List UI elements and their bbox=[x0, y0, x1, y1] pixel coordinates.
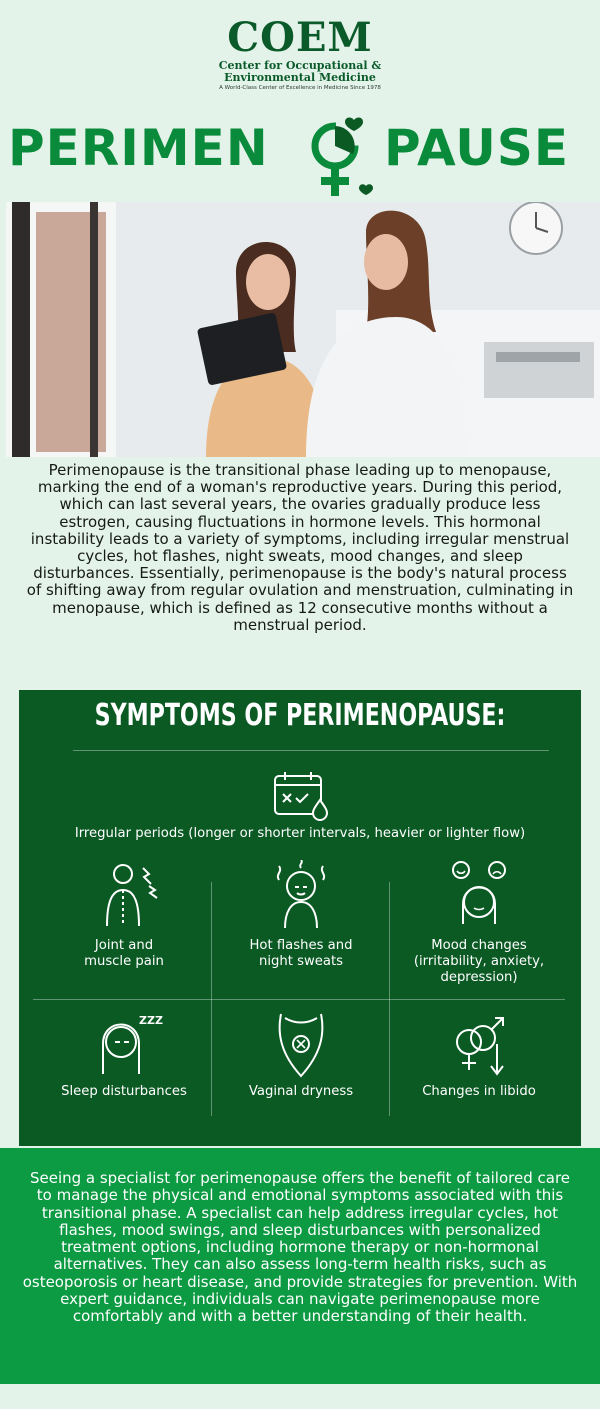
specialist-section bbox=[0, 1148, 600, 1384]
specialist-paragraph: Seeing a specialist for perimenopause offers the benefit of tailored care to manage the physical and emotional symptoms associated with this transitional phase. A specialist can help address irregular cycles, hot flashes, mood swings, and sleep disturbances with personalized treatment options, including hormone therapy or non-hormonal alternatives. They can also assess long-term health risks, such as osteoporosis or heart disease, and provide strategies for prevention. With expert guidance, individuals can navigate perimenopause more comfortably and with a better understanding of their health. bbox=[22, 1169, 578, 1326]
back-pain-icon bbox=[87, 860, 167, 930]
logo-line-1: Center for Occupational & bbox=[218, 59, 382, 72]
gender-symbols-icon bbox=[439, 1010, 519, 1080]
symptom-sleep-label: Sleep disturbances bbox=[61, 1084, 187, 1099]
page-title bbox=[0, 110, 600, 192]
symptom-vaginal-dryness-label: Vaginal dryness bbox=[248, 1084, 354, 1099]
heading-divider bbox=[73, 750, 549, 751]
symptom-mood-changes-label: Mood changes (irritability, anxiety, depression) bbox=[413, 938, 545, 985]
doctor-patient-photo bbox=[6, 202, 600, 457]
symptom-irregular-periods-label: Irregular periods (longer or shorter intervals, heavier or lighter flow) bbox=[74, 826, 526, 841]
symptom-joint-pain-label: Joint and muscle pain bbox=[84, 938, 164, 969]
symptoms-heading: SYMPTOMS OF PERIMENOPAUSE: bbox=[94, 698, 506, 733]
logo-line-2: Environmental Medicine bbox=[224, 71, 376, 84]
svg-text:ZZZ: ZZZ bbox=[139, 1014, 163, 1027]
mood-icon bbox=[439, 860, 519, 930]
hot-flash-icon bbox=[261, 860, 341, 930]
calendar-drop-icon bbox=[272, 770, 332, 822]
logo-wordmark: COEM bbox=[227, 14, 373, 61]
coem-logo bbox=[190, 16, 410, 92]
grid-divider-h bbox=[33, 999, 565, 1000]
sleep-icon bbox=[87, 1010, 167, 1080]
title-right-text: PAUSE bbox=[384, 119, 569, 177]
female-menopause-symbol-icon bbox=[298, 110, 388, 206]
title-left-text: PERIMEN bbox=[8, 119, 269, 177]
logo-tagline: A World-Class Center of Excellence in Medicine Since 1978 bbox=[219, 85, 381, 91]
intro-paragraph: Perimenopause is the transitional phase leading up to menopause, marking the end of a woman's reproductive years. During this period, which can last several years, the ovaries gradually produce less estrogen, causing fluctuations in hormone levels. This hormonal instability leads to a variety of symptoms, including irregular menstrual cycles, hot flashes, night sweats, mood changes, and sleep disturbances. Essentially, perimenopause is the body's natural process of shifting away from regular ovulation and menstruation, culminating in menopause, which is defined as 12 consecutive months without a menstrual period. bbox=[26, 461, 574, 634]
symptom-libido-label: Changes in libido bbox=[422, 1084, 536, 1099]
symptoms-panel bbox=[19, 690, 581, 1146]
symptom-hot-flashes-label: Hot flashes and night sweats bbox=[249, 938, 353, 969]
pelvis-icon bbox=[261, 1010, 341, 1080]
